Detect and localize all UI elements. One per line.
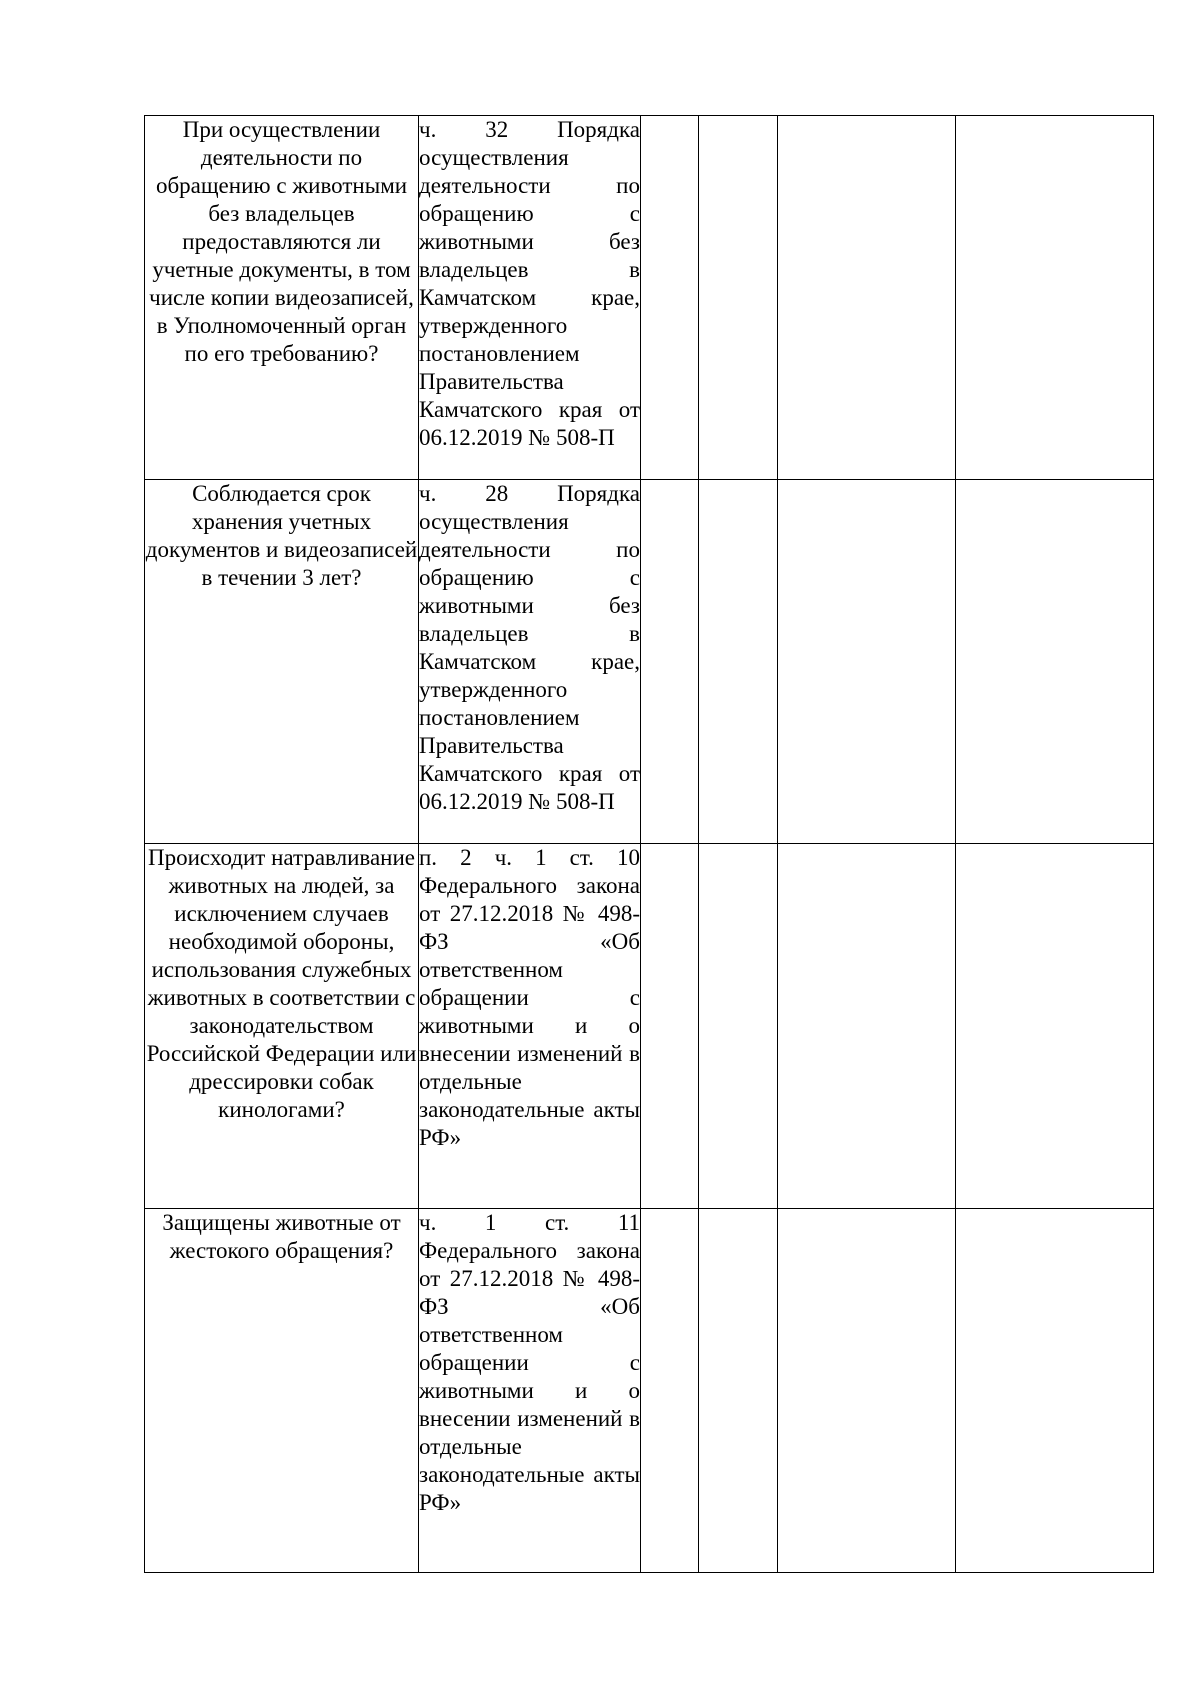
legal-basis-cell: ч. 28 Порядка осуществления деятельности по обращению с животными без владельцев в Камчатском крае, утвержденного постановлением Правительства Камчатского края от 06.12.2019 № 508-П xyxy=(419,480,641,844)
answer-no-cell xyxy=(699,1209,778,1573)
answer-no-cell xyxy=(699,844,778,1209)
not-applicable-cell xyxy=(778,480,956,844)
checklist-table xyxy=(144,115,1154,1573)
table-row xyxy=(145,844,1154,1209)
table-row xyxy=(145,480,1154,844)
legal-basis-cell: ч. 1 ст. 11 Федерального закона от 27.12.2018 № 498-ФЗ «Об ответственном обращении с животными и о внесении изменений в отдельные законодательные акты РФ» xyxy=(419,1209,641,1573)
not-applicable-cell xyxy=(778,844,956,1209)
answer-yes-cell xyxy=(641,844,699,1209)
answer-no-cell xyxy=(699,116,778,480)
answer-yes-cell xyxy=(641,1209,699,1573)
question-cell: Защищены животные от жестокого обращения? xyxy=(145,1209,419,1573)
question-cell: Соблюдается срок хранения учетных документов и видеозаписей в течении 3 лет? xyxy=(145,480,419,844)
note-cell xyxy=(956,844,1154,1209)
table-row xyxy=(145,116,1154,480)
answer-yes-cell xyxy=(641,480,699,844)
note-cell xyxy=(956,116,1154,480)
not-applicable-cell xyxy=(778,1209,956,1573)
legal-basis-cell: ч. 32 Порядка осуществления деятельности по обращению с животными без владельцев в Камчатском крае, утвержденного постановлением Правительства Камчатского края от 06.12.2019 № 508-П xyxy=(419,116,641,480)
note-cell xyxy=(956,1209,1154,1573)
answer-yes-cell xyxy=(641,116,699,480)
answer-no-cell xyxy=(699,480,778,844)
not-applicable-cell xyxy=(778,116,956,480)
legal-basis-cell: п. 2 ч. 1 ст. 10 Федерального закона от 27.12.2018 № 498-ФЗ «Об ответственном обращении с животными и о внесении изменений в отдельные законодательные акты РФ» xyxy=(419,844,641,1209)
note-cell xyxy=(956,480,1154,844)
question-cell: При осуществлении деятельности по обращению с животными без владельцев предоставляются ли учетные документы, в том числе копии видеозаписей, в Уполномоченный орган по его требованию? xyxy=(145,116,419,480)
question-cell: Происходит натравливание животных на людей, за исключением случаев необходимой обороны, использования служебных животных в соответствии с законодательством Российской Федерации или дрессировки собак кинологами? xyxy=(145,844,419,1209)
table-row xyxy=(145,1209,1154,1573)
